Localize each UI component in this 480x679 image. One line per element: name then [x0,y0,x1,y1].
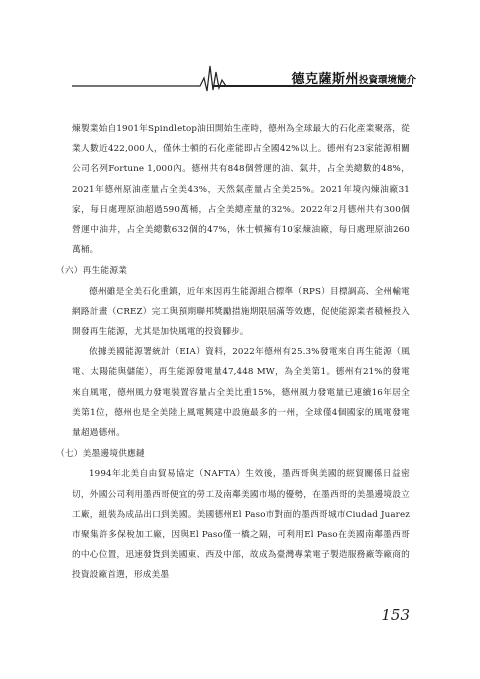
paragraph-renewable-1: 德州雖是全美石化重鎮，近年來因再生能源組合標準（RPS）目標調高、全州輸電網路計畫（CREZ）完工與預期聯邦獎勵措施期限屆滿等效應，促使能源業者積極投入開發再生能源，尤其是加快風電的投資腳步。 [72,286,410,338]
section-heading-renewable-energy: （六）再生能源業 [56,266,128,277]
page-body [56,119,410,586]
header-title-main: 德克薩斯州 [291,72,359,87]
section-heading-border-supply-chain: （七）美墨邊境供應鏈 [56,449,145,460]
header-title [291,68,416,87]
paragraph-petrochemical: 煉製業始自1901年Spindletop油田開始生產時，德州為全球最大的石化產業聚落，從業人數近422,000人，僅休士頓的石化產能即占全國42%以上。德州有23家能源相關公司名列Fortune 1,000內。德州共有848個營運的油、氣井，占全美總數的48%，2021年德州原油產量占全美43%，天然氣產量占全美25%。2021年境內煉油廠31家，每日處理原油超過590萬桶，占全美總產量的32%。2022年2月德州共有300個營運中油井，占全美總數632個的47%，休士頓擁有10家煉油廠，每日處理原油260萬桶。 [72,124,410,256]
page-header [0,60,480,96]
paragraph-renewable-2: 依據美國能源署統計（EIA）資料，2022年德州有25.3%發電來自再生能源（風電、太陽能與儲能），再生能源發電量47,448 MW，為全美第1。德州有21%的發電來自風電，德州風力發電裝置容量占全美比重15%，德州風力發電量已連續16年居全美第1位，德州也是全美陸上風電興建中設施最多的一州，全球僅4個國家的風電發電量超過德州。 [72,347,410,439]
paragraph-border-supply-chain: 1994年北美自由貿易協定（NAFTA）生效後，墨西哥與美國的經貿關係日益密切，外國公司利用墨西哥便宜的勞工及南鄰美國市場的優勢，在墨西哥的美墨邊境設立工廠，組裝為成品出口到美國。美國德州El Paso市對面的墨西哥城市Ciudad Juarez市聚集許多保稅加工廠，因與El Paso僅一橋之隔，可利用El Paso在美國南鄰墨西哥的中心位置，迅速發貨到美國東、西及中部，故成為臺灣專業電子製造服務廠等廠商的投資設廠首選，形成美墨 [72,469,410,581]
header-title-suffix: 投資環境簡介 [358,75,416,86]
page-number: 153 [381,606,410,624]
